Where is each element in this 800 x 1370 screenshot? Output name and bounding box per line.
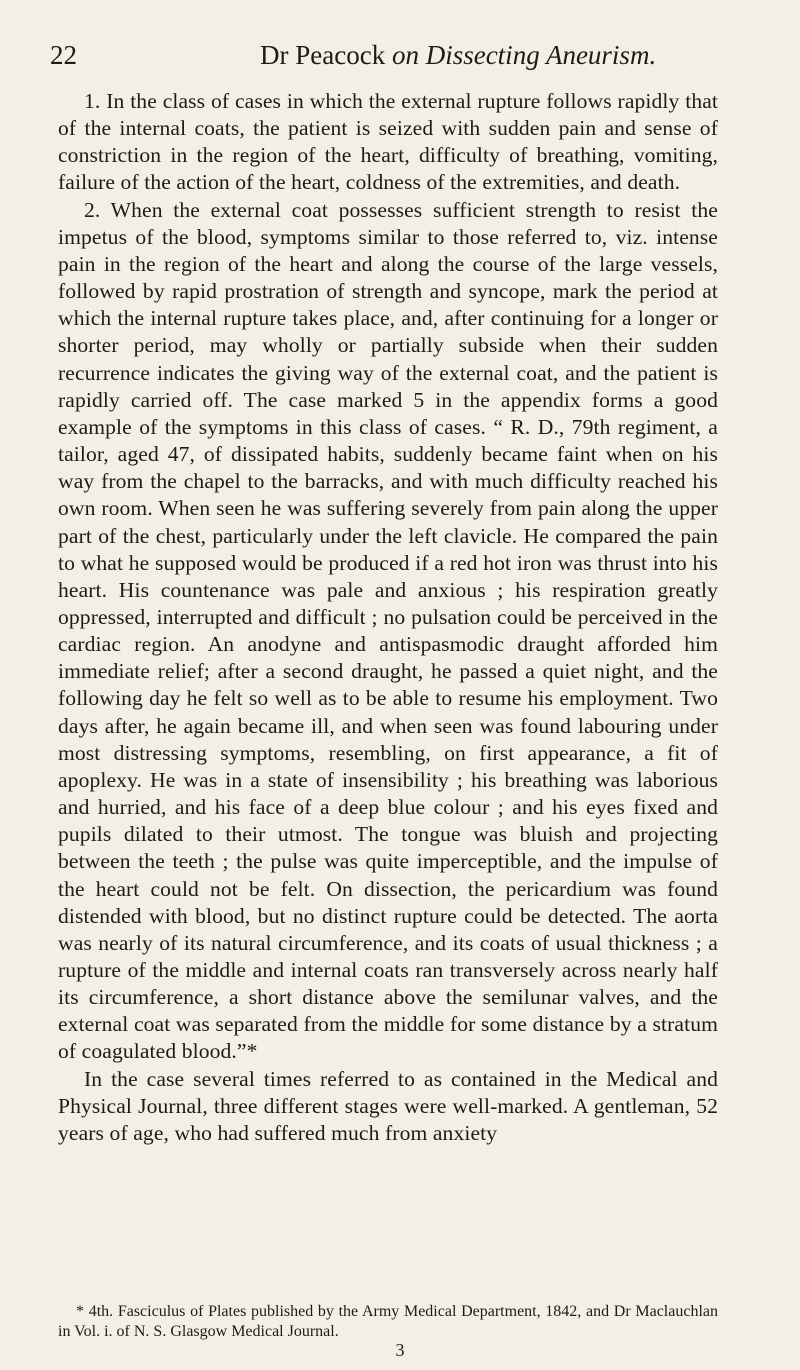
footnote-text: * 4th. Fasciculus of Plates published by the Army Medical Department, 1842, and Dr Maclauchlan in Vol. i. of N. S. Glasgow Medical Journal. [58, 1303, 718, 1340]
body-text [58, 88, 718, 1147]
running-title-prefix: on [391, 40, 419, 70]
paragraph: 1. In the class of cases in which the external rupture follows rapidly that of the internal coats, the patient is seized with sudden pain and sense of constriction in the region of the heart, difficulty of breathing, vomiting, failure of the action of the heart, coldness of the extremities, and death. [58, 89, 718, 195]
running-title-text: Dissecting Aneurism. [425, 40, 657, 70]
running-header [50, 40, 750, 80]
footnote [58, 1302, 718, 1342]
paragraph: In the case several times referred to as contained in the Medical and Physical Journal, three different stages were well-marked. A gentleman, 52 years of age, who had suffered much from anxiety [58, 1066, 718, 1145]
signature-mark: 3 [395, 1340, 405, 1360]
running-author: Dr Peacock [260, 40, 386, 70]
page-number: 22 [50, 40, 77, 70]
paragraph: 2. When the external coat possesses sufficient strength to resist the impetus of the blood, symptoms similar to those referred to, viz. intense pain in the region of the heart and along the course of the large vessels, followed by rapid prostration of strength and syncope, mark the period at which the internal rupture takes place, and, after continuing for a longer or shorter period, may wholly or partially subside when their sudden recurrence indicates the giving way of the external coat, and the patient is rapidly carried off. The case marked 5 in the appendix forms a good example of the symptoms in this class of cases. “ R. D., 79th regiment, a tailor, aged 47, of dissipated habits, suddenly became faint when on his way from the chapel to the barracks, and with much difficulty reached his own room. When seen he was suffering severely from pain along the upper part of the chest, particularly under the left clavicle. He compared the pain to what he supposed would be produced if a red hot iron was thrust into his heart. His countenance was pale and anxious ; his respiration greatly oppressed, interrupted and difficult ; no pulsation could be perceived in the cardiac region. An anodyne and antispasmodic draught afforded him immediate relief; after a second draught, he passed a quiet night, and the following day he felt so well as to be able to resume his employment. Two days after, he again became ill, and when seen was found labouring under most distressing symptoms, resembling, on first appearance, a fit of apoplexy. He was in a state of insensibility ; his breathing was laborious and hurried, and his face of a deep blue colour ; and his eyes fixed and pupils dilated to their utmost. The tongue was bluish and projecting between the teeth ; the pulse was quite imperceptible, and the impulse of the heart could not be felt. On dissection, the pericardium was found distended with blood, but no distinct rupture could be detected. The aorta was nearly of its natural circumference, and its coats of usual thickness ; a rupture of the middle and internal coats ran transversely across nearly half its circumference, a short distance above the semilunar valves, and the external coat was separated from the middle for some distance by a stratum of coagulated blood.”* [58, 197, 718, 1064]
running-title [260, 40, 656, 71]
